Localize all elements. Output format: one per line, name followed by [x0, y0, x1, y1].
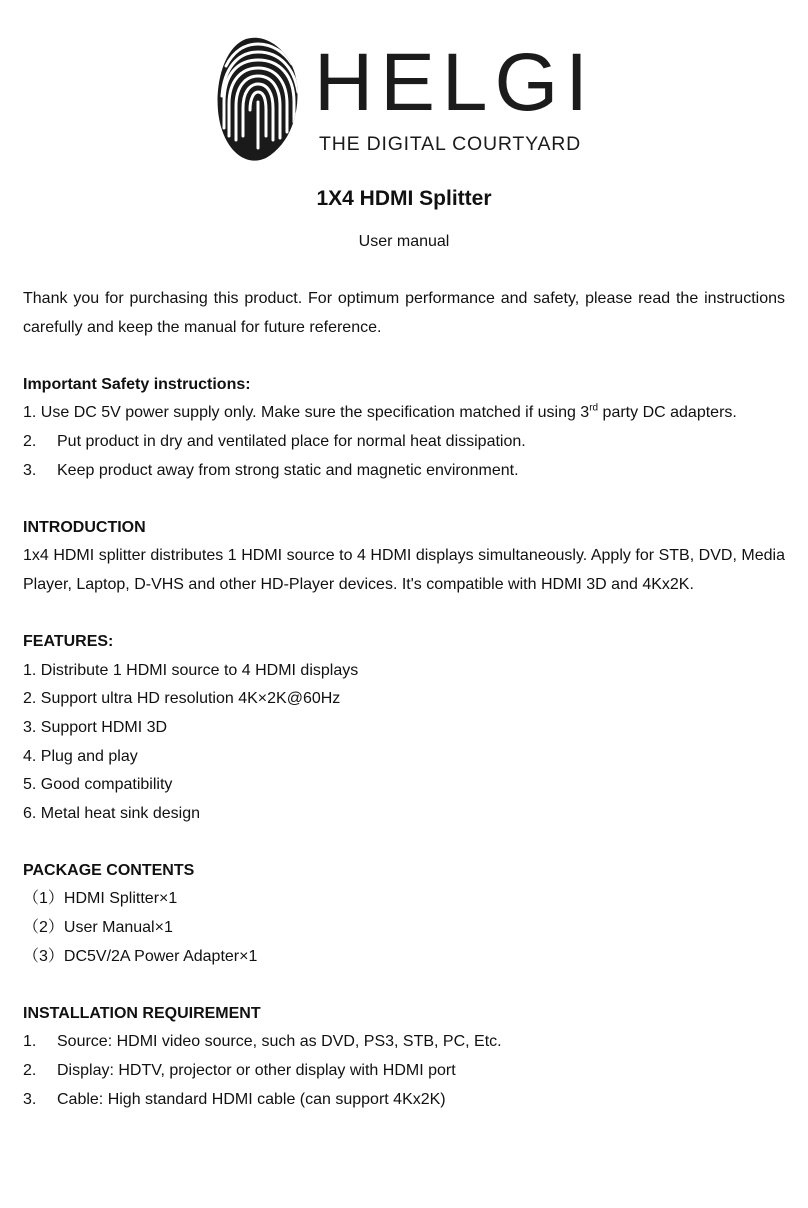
features-heading: FEATURES: — [23, 633, 114, 651]
introduction-text: 1x4 HDMI splitter distributes 1 HDMI source to 4 HDMI displays simultaneously. Apply for STB, DVD, Media Player, Laptop, D-VHS and other HD-Player devices. It's compatible with HDMI 3D and 4Kx2K. — [23, 547, 785, 593]
feature-item: 1. Distribute 1 HDMI source to 4 HDMI displays — [23, 661, 359, 679]
brand-name: HELGI — [314, 37, 596, 128]
installation-item: 1. Source: HDMI video source, such as DVD, PS3, STB, PC, Etc. — [23, 1033, 502, 1051]
installation-heading: INSTALLATION REQUIREMENT — [23, 1004, 261, 1022]
brand-logo — [216, 36, 596, 166]
document-subtitle: User manual — [358, 233, 450, 250]
package-item: （2）User Manual×1 — [23, 919, 173, 937]
installation-item: 3. Cable: High standard HDMI cable (can support 4Kx2K) — [23, 1090, 446, 1108]
introduction-section — [23, 514, 785, 600]
installation-section — [23, 1000, 785, 1114]
package-heading: PACKAGE CONTENTS — [23, 861, 195, 879]
brand-tagline: THE DIGITAL COURTYARD — [319, 133, 582, 155]
fingerprint-icon — [216, 36, 298, 162]
safety-heading: Important Safety instructions: — [23, 375, 251, 393]
safety-item: 2. Put product in dry and ventilated place for normal heat dissipation. — [23, 432, 526, 450]
package-section — [23, 857, 785, 971]
document-title: 1X4 HDMI Splitter — [316, 187, 492, 210]
feature-item: 3. Support HDMI 3D — [23, 718, 168, 736]
manual-body — [23, 285, 785, 1114]
safety-item: 3. Keep product away from strong static and magnetic environment. — [23, 461, 519, 479]
introduction-heading: INTRODUCTION — [23, 518, 146, 536]
feature-item: 6. Metal heat sink design — [23, 804, 200, 822]
feature-item: 5. Good compatibility — [23, 776, 173, 794]
feature-item: 4. Plug and play — [23, 747, 138, 765]
package-item: （3）DC5V/2A Power Adapter×1 — [23, 947, 258, 965]
intro-paragraph: Thank you for purchasing this product. For optimum performance and safety, please read the instructions carefully and keep the manual for future reference. — [23, 290, 785, 336]
features-section — [23, 628, 785, 828]
package-item: （1）HDMI Splitter×1 — [23, 890, 178, 908]
installation-item: 2. Display: HDTV, projector or other display with HDMI port — [23, 1062, 456, 1080]
safety-item-1: 1. Use DC 5V power supply only. Make sure the specification matched if using 3rd party DC adapters. — [23, 403, 737, 422]
safety-section — [23, 371, 785, 485]
feature-item: 2. Support ultra HD resolution 4K×2K@60Hz — [23, 690, 341, 708]
